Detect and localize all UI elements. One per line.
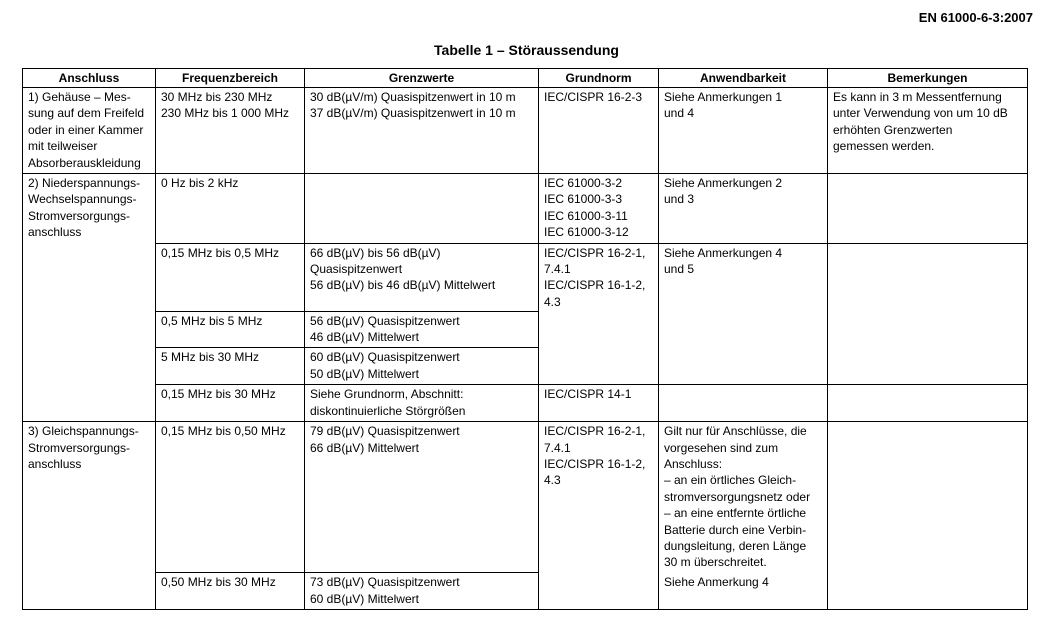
cell-grenzwerte xyxy=(305,573,539,610)
header-frequenzbereich: Frequenzbereich xyxy=(156,69,305,88)
cell-text: 73 dB(µV) Quasispitzenwert 60 dB(µV) Mittelwert xyxy=(310,575,460,606)
cell-anwendbarkeit xyxy=(659,174,828,244)
cell-frequenz xyxy=(156,311,305,348)
cell-bemerkungen xyxy=(828,88,1028,174)
cell-frequenz xyxy=(156,174,305,244)
table-row xyxy=(23,385,1028,422)
header-grenzwerte: Grenzwerte xyxy=(305,69,539,88)
cell-grundnorm xyxy=(539,422,659,610)
header-bemerkungen: Bemerkungen xyxy=(828,69,1028,88)
cell-text: 0,15 MHz bis 30 MHz xyxy=(161,387,276,402)
cell-text: IEC/CISPR 16-2-1, 7.4.1 IEC/CISPR 16-1-2, 4.3 xyxy=(544,245,646,309)
cell-frequenz xyxy=(156,385,305,422)
cell-text: Gilt nur für Anschlüsse, die vorgesehen sind zum Anschluss: – an ein örtliches Gleich- stromversorgungsnetz oder – an eine entfernte örtliche Batterie durch eine Verbin- dungsleitung, deren Länge 30 m überschreitet. xyxy=(664,424,811,570)
cell-bemerkungen xyxy=(828,385,1028,422)
cell-grundnorm xyxy=(539,243,659,385)
cell-text: Siehe Anmerkung 4 xyxy=(664,574,769,589)
cell-text: 66 dB(µV) bis 56 dB(µV) Quasispitzenwert 56 dB(µV) bis 46 dB(µV) Mittelwert xyxy=(310,245,496,293)
cell-grenzwerte xyxy=(305,422,539,573)
cell-grundnorm xyxy=(539,385,659,422)
cell-grenzwerte xyxy=(305,311,539,348)
cell-anschluss xyxy=(23,422,156,610)
header-anwendbarkeit: Anwendbarkeit xyxy=(659,69,828,88)
cell-text: 5 MHz bis 30 MHz xyxy=(161,350,260,365)
cell-text: 60 dB(µV) Quasispitzenwert 50 dB(µV) Mittelwert xyxy=(310,350,460,381)
cell-text: 0,15 MHz bis 0,50 MHz xyxy=(161,424,286,439)
table-row xyxy=(23,243,1028,311)
cell-text: 3) Gleichspannungs- Stromversorgungs- anschluss xyxy=(28,424,139,471)
table-row xyxy=(23,174,1028,244)
cell-frequenz xyxy=(156,88,305,174)
cell-grenzwerte xyxy=(305,348,539,385)
cell-bemerkungen xyxy=(828,422,1028,610)
cell-grenzwerte xyxy=(305,174,539,244)
cell-text: 30 dB(µV/m) Quasispitzenwert in 10 m 37 dB(µV/m) Quasispitzenwert in 10 m xyxy=(310,90,516,121)
cell-frequenz xyxy=(156,243,305,311)
cell-frequenz xyxy=(156,422,305,573)
header-grundnorm: Grundnorm xyxy=(539,69,659,88)
cell-grundnorm xyxy=(539,174,659,244)
cell-grenzwerte xyxy=(305,243,539,311)
cell-anschluss xyxy=(23,88,156,174)
cell-text: IEC/CISPR 16-2-1, 7.4.1 IEC/CISPR 16-1-2, 4.3 xyxy=(544,424,646,488)
cell-grenzwerte xyxy=(305,88,539,174)
header-anschluss: Anschluss xyxy=(23,69,156,88)
cell-text: 0,15 MHz bis 0,5 MHz xyxy=(161,245,280,260)
cell-text: Siehe Grundnorm, Abschnitt: diskontinuierliche Störgrößen xyxy=(310,387,466,418)
cell-anwendbarkeit xyxy=(659,385,828,422)
cell-bemerkungen xyxy=(828,174,1028,244)
cell-frequenz xyxy=(156,573,305,610)
cell-text: Siehe Anmerkungen 2 und 3 xyxy=(664,176,783,207)
cell-text: 0,50 MHz bis 30 MHz xyxy=(161,575,276,590)
emission-table xyxy=(22,68,1028,610)
document-id: EN 61000-6-3:2007 xyxy=(918,10,1033,25)
cell-frequenz xyxy=(156,348,305,385)
cell-grenzwerte xyxy=(305,385,539,422)
cell-text: 0 Hz bis 2 kHz xyxy=(161,176,239,191)
table-row xyxy=(23,88,1028,174)
cell-anwendbarkeit xyxy=(659,573,828,610)
cell-text: IEC 61000-3-2 IEC 61000-3-3 IEC 61000-3-11 IEC 61000-3-12 xyxy=(544,176,629,240)
cell-text: Siehe Anmerkungen 4 und 5 xyxy=(664,245,783,277)
table-title: Tabelle 1 – Störaussendung xyxy=(434,42,619,58)
cell-anschluss xyxy=(23,174,156,422)
cell-text: IEC/CISPR 14-1 xyxy=(544,387,632,402)
cell-text: 1) Gehäuse – Mes- sung auf dem Freifeld oder in einer Kammer mit teilweiser Absorberauskleidung xyxy=(28,90,145,170)
cell-text: Es kann in 3 m Messentfernung unter Verwendung von um 10 dB erhöhten Grenzwerten gemessen werden. xyxy=(833,90,1008,154)
cell-anwendbarkeit xyxy=(659,422,828,573)
cell-grundnorm xyxy=(539,88,659,174)
cell-text: 2) Niederspannungs- Wechselspannungs- Stromversorgungs- anschluss xyxy=(28,176,141,240)
cell-text: Siehe Anmerkungen 1 und 4 xyxy=(664,90,783,121)
cell-text: 30 MHz bis 230 MHz 230 MHz bis 1 000 MHz xyxy=(161,90,290,121)
cell-bemerkungen xyxy=(828,243,1028,385)
cell-anwendbarkeit xyxy=(659,88,828,174)
cell-text: 0,5 MHz bis 5 MHz xyxy=(161,313,263,328)
table-row xyxy=(23,422,1028,573)
table-header-row xyxy=(23,69,1028,88)
cell-text: IEC/CISPR 16-2-3 xyxy=(544,90,643,104)
cell-text: 56 dB(µV) Quasispitzenwert 46 dB(µV) Mittelwert xyxy=(310,313,460,345)
cell-anwendbarkeit xyxy=(659,243,828,385)
cell-text: 79 dB(µV) Quasispitzenwert 66 dB(µV) Mittelwert xyxy=(310,424,460,455)
